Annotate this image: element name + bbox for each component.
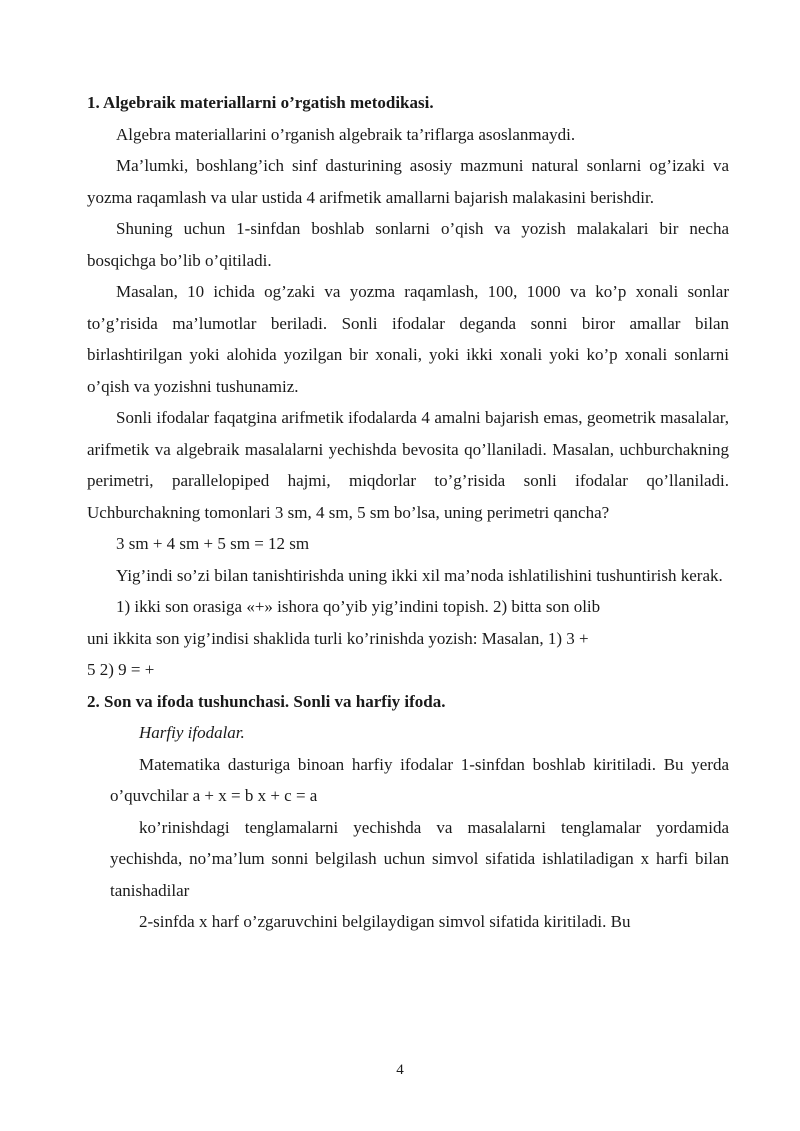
paragraph-3: Shuning uchun 1-sinfdan boshlab sonlarni o’qish va yozish malakalari bir necha bosqichga bo’lib o’qitiladi. [87, 219, 729, 270]
document-page [87, 87, 729, 938]
list-line-2: uni ikkita son yig’indisi shaklida turli ko’rinishda yozish: Masalan, 1) 3 + [87, 628, 589, 648]
paragraph-2: Ma’lumki, boshlang’ich sinf dasturining asosiy mazmuni natural sonlarni og’izaki va yozma raqamlash va ular ustida 4 arifmetik amallarni bajarish malakasini berishdir. [87, 156, 729, 207]
section-2-title: 2. Son va ifoda tushunchasi. Sonli va harfiy ifoda. [87, 691, 446, 711]
page-number: 4 [396, 1062, 404, 1078]
section-1-title: 1. Algebraik materiallarni o’rgatish metodikasi. [87, 93, 434, 112]
formula-line: 3 sm + 4 sm + 5 sm = 12 sm [116, 534, 310, 553]
paragraph-8: ko’rinishdagi tenglamalarni yechishda va masalalarni tenglamalar yordamida yechishda, no’ma’lum sonni belgilash uchun simvol sifatida ishlatiladigan x harfi bilan tanishadilar [110, 817, 729, 900]
paragraph-5: Sonli ifodalar faqatgina arifmetik ifodalarda 4 amalni bajarish emas, geometrik masalalar, arifmetik va algebraik masalalarni yechishda bevosita qo’llaniladi. Masalan, uchburchakning perimetri, parallelopiped hajmi, miqdorlar to’g’risida sonli ifodalar qo’llaniladi. Uchburchakning tomonlari 3 sm, 4 sm, 5 sm bo’lsa, uning perimetri qancha? [87, 408, 729, 522]
paragraph-1: Algebra materiallarini o’rganish algebraik ta’riflarga asoslanmaydi. [116, 124, 576, 144]
paragraph-9: 2-sinfda x harf o’zgaruvchini belgilaydigan simvol sifatida kiritiladi. Bu [139, 912, 631, 931]
paragraph-7: Matematika dasturiga binoan harfiy ifodalar 1-sinfdan boshlab kiritiladi. Bu yerda o’quvchilar a + x = b x + c = a [110, 754, 729, 805]
section-2-body [110, 717, 729, 938]
section-2-subtitle: Harfiy ifodalar. [139, 723, 245, 742]
list-line-1: 1) ikki son orasiga «+» ishora qo’yib yig’indini topish. 2) bitta son olib [116, 597, 601, 616]
list-line-3: 5 2) 9 = + [87, 660, 155, 679]
paragraph-6: Yig’indi so’zi bilan tanishtirishda uning ikki xil ma’noda ishlatilishini tushuntirish kerak. [116, 565, 723, 585]
paragraph-4: Masalan, 10 ichida og’zaki va yozma raqamlash, 100, 1000 va ko’p xonali sonlar to’g’risida ma’lumotlar beriladi. Sonli ifodalar deganda sonni biror amallar bilan birlashtirilgan yoki alohida yozilgan bir xonali, yoki ikki xonali yoki ko’p xonali sonlarni o’qish va yozishni tushunamiz. [87, 282, 729, 396]
